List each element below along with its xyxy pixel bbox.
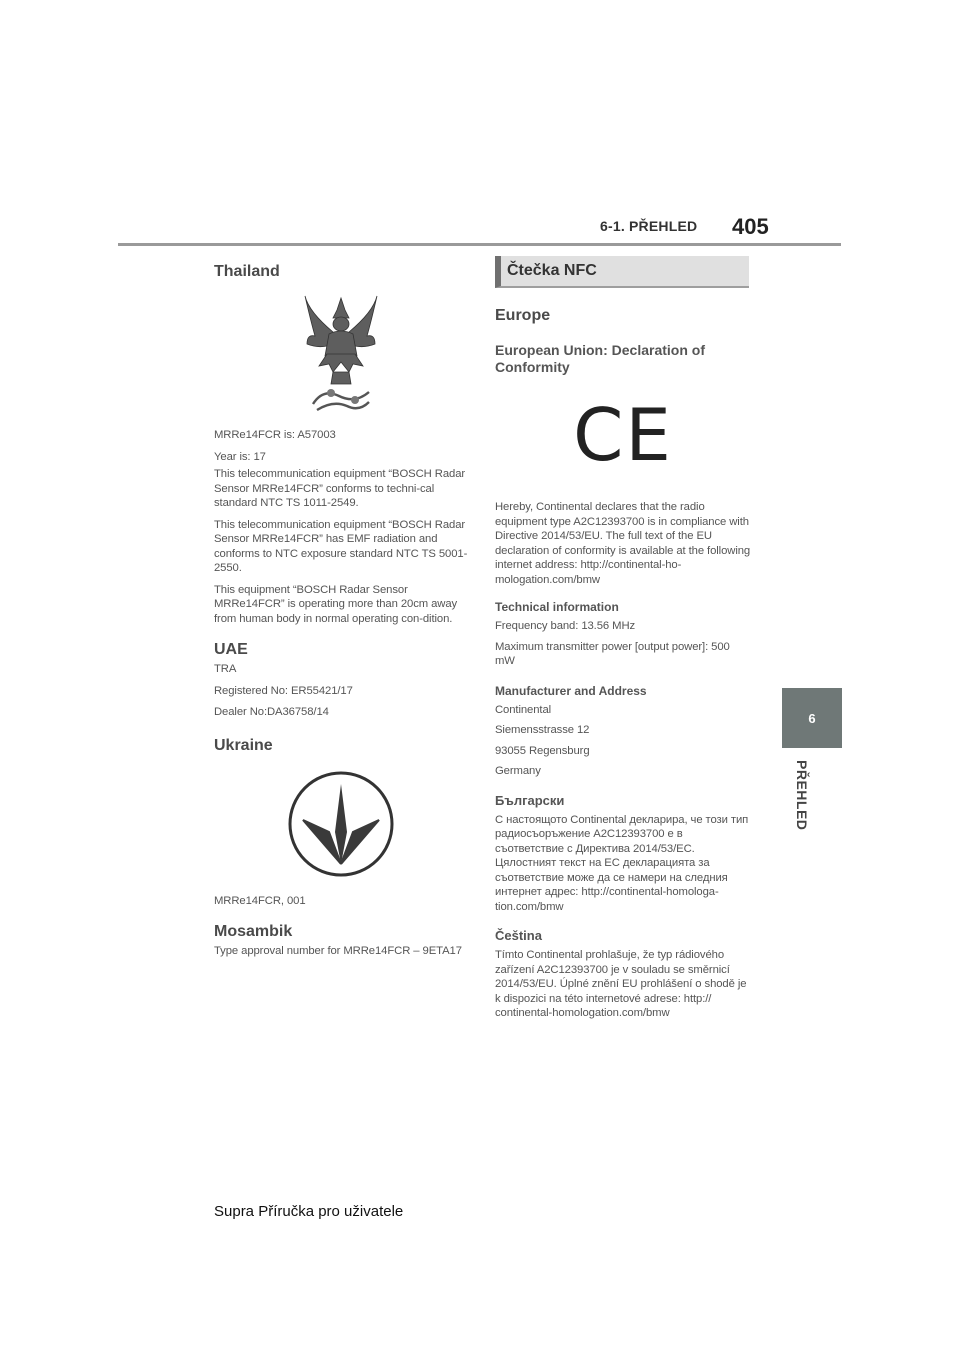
- thai-garuda-emblem: [214, 292, 468, 420]
- chapter-label: PŘEHLED: [794, 760, 810, 831]
- thailand-paragraph: Year is: 17: [214, 450, 266, 463]
- right-column: [495, 256, 751, 1021]
- ce-mark: [495, 393, 751, 477]
- heading-czech: Čeština: [495, 928, 542, 943]
- thailand-paragraph: This telecommunication equipment “BOSCH Radar Sensor MRRe14FCR” has EMF radiation and conforms to NTC exposure standard NTC TS 5001-2550.: [214, 518, 468, 574]
- footer-manual-title: Supra Příručka pro uživatele: [214, 1203, 404, 1220]
- czech-text: Tímto Continental prohlašuje, že typ rádiového zařízení A2C12393700 je v souladu se směrnicí 2014/53/EU. Úplné znění EU prohlášení o shodě je k dispozici na této internetové adrese: http:// continental-homologation.com/bmw: [495, 949, 747, 1019]
- mfr-line: Siemensstrasse 12: [495, 724, 590, 736]
- header-rule: [118, 243, 841, 246]
- eu-declaration-text: Hereby, Continental declares that the radio equipment type A2C12393700 is in compliance with Directive 2014/53/EU. The full text of the EU declaration of conformity is available at the following internet address: http://continental-ho-mologation.com/bmw: [495, 501, 751, 586]
- heading-ukraine: Ukraine: [214, 736, 273, 754]
- uae-line: Dealer No:DA36758/14: [214, 706, 329, 718]
- heading-uae: UAE: [214, 641, 248, 658]
- section-title: 6-1. PŘEHLED: [600, 218, 698, 234]
- heading-eu-declaration: European Union: Declaration of Conformity: [495, 342, 706, 375]
- mosambik-line: Type approval number for MRRe14FCR – 9ETA17: [214, 945, 462, 957]
- heading-manufacturer: Manufacturer and Address: [495, 683, 647, 698]
- thailand-paragraph: This equipment “BOSCH Radar Sensor MRRe14FCR” is operating more than 20cm away from human body in normal operating con-dition.: [214, 583, 458, 625]
- tech-line: Maximum transmitter power [output power]: 500 mW: [495, 640, 730, 667]
- bulgarian-text: С настоящото Continental декларира, че този тип радиосъоръжение A2C12393700 е в съответствие с Директива 2014/53/ЕС. Цялостният текст на ЕС декларацията за съответствие може да се намери на следния интернет адрес: http://continental-homologa-tion.com/bmw: [495, 813, 749, 913]
- mfr-line: Continental: [495, 703, 552, 716]
- mfr-line: Germany: [495, 765, 541, 777]
- thailand-paragraph: MRRe14FCR is: A57003: [214, 429, 336, 441]
- heading-technical-info: Technical information: [495, 600, 619, 614]
- nfc-section-title: Čtečka NFC: [507, 262, 597, 279]
- uae-line: Registered No: ER55421/17: [214, 684, 353, 697]
- heading-bulgarian: Български: [495, 792, 565, 808]
- ukraine-line: MRRe14FCR, 001: [214, 894, 306, 907]
- heading-mosambik: Mosambik: [214, 923, 293, 940]
- tech-line: Frequency band: 13.56 MHz: [495, 620, 636, 632]
- page-number: 405: [732, 214, 769, 239]
- uae-line: TRA: [214, 663, 237, 675]
- ukraine-conformity-mark: [214, 768, 468, 880]
- heading-thailand: Thailand: [214, 263, 280, 280]
- mfr-line: 93055 Regensburg: [495, 744, 590, 757]
- heading-europe: Europe: [495, 307, 551, 324]
- left-column: [214, 262, 468, 959]
- ce-mark-text: CE: [573, 393, 673, 477]
- nfc-section-header: [495, 256, 749, 288]
- chapter-tab[interactable]: 6: [782, 688, 842, 748]
- thailand-paragraph: This telecommunication equipment “BOSCH Radar Sensor MRRe14FCR” conforms to techni-cal standard NTC TS 1011-2549.: [214, 468, 466, 509]
